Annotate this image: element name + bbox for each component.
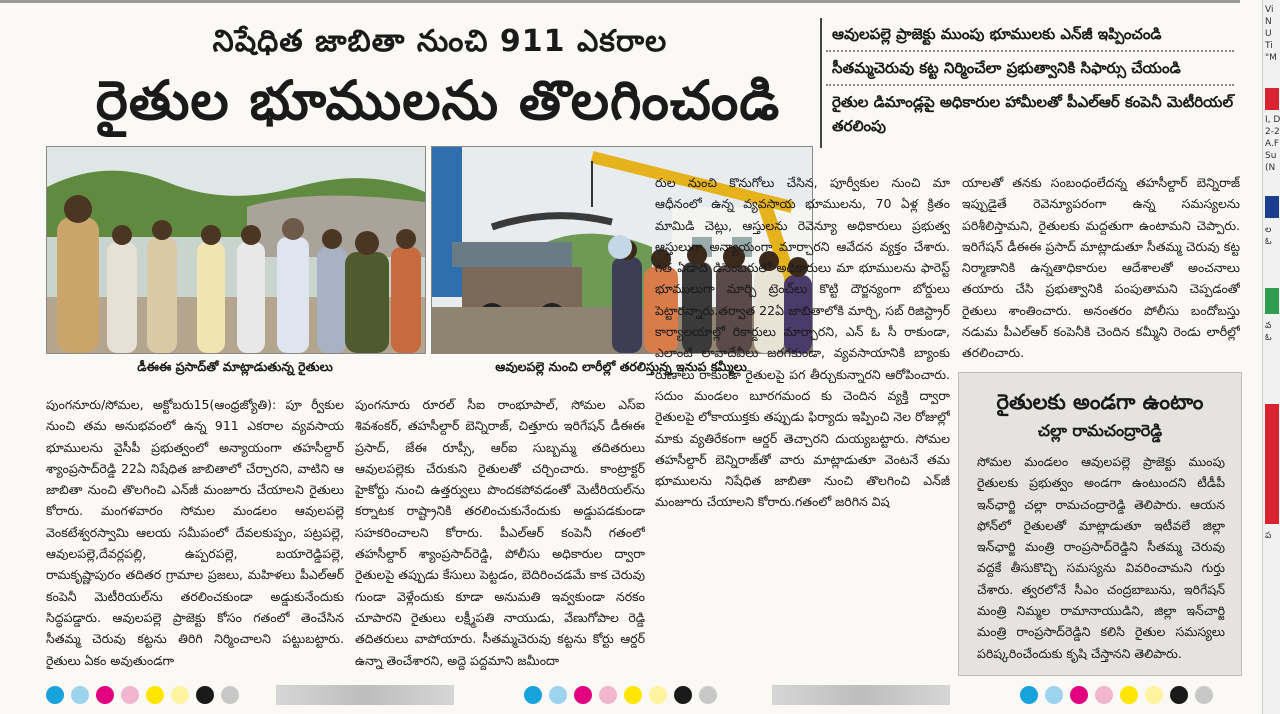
gray-bar-2 — [772, 685, 950, 705]
strip-text: ఓ — [1265, 333, 1272, 343]
strip-text: ఓ — [1265, 237, 1272, 247]
body-column-2: పుంగనూరు రూరల్ సీఐ రాంభూపాల్, సోమల ఎస్ఐ శివశంకర్, తహసీల్దార్ బెన్నిరాజ్, చిత్తూరు ఇరిగేషన్ డీఈఈ ప్రసాద్, జేఈ రూప్సీ, ఆర్ఐ సుబ్బమ్మ తదితరులు ఆవులపల్లెకు చేరుకుని రైతులతో చర్చించారు. కాంట్రాక్టర్ హైకోర్టు నుంచి ఉత్తర్వులు పొందకపోవడంతో మెటీరియల్‌ను కర్నాటక రాష్ట్రానికి తరలించుకునేందుకు అడ్డుపడకుండా సహకరించాలని కోరారు. పీఎల్ఆర్ కంపెనీ గతంలో తహసీల్దార్ శ్యాంప్రసాద్‌రెడ్డి, పోలీసు అధికారుల ద్వారా రైతులపై తప్పుడు కేసులు పెట్టడం, బెదిరించడమే కాక చెరువు గుండా వెళ్లేందుకు కూడా అనుమతి ఇవ్వకుండా నరకం చూపారని రైతులు లక్ష్మీపతి నాయుడు, వేణుగోపాల రెడ్డి తదితరులు వాపోయారు. సీతమ్మచెరువు కట్టను కోర్టు ఆర్డర్ ఉన్నా తెంచేశారని, అద్దె పద్దమాని జమీందా — [355, 397, 645, 668]
strip-text: (N — [1265, 163, 1276, 173]
strip-text: "M — [1265, 53, 1277, 63]
photo-farmers-meeting — [46, 146, 426, 354]
registration-dot — [524, 686, 542, 704]
column-divider — [820, 18, 822, 148]
subhead-2: సీతమ్మచెరువు కట్ట నిర్మించేలా ప్రభుత్వానికి సిఫార్సు చేయండి — [826, 52, 1234, 86]
registration-dot — [674, 686, 692, 704]
registration-dot — [624, 686, 642, 704]
registration-dot — [196, 686, 214, 704]
registration-dot — [599, 686, 617, 704]
registration-dot — [1145, 686, 1163, 704]
registration-dot — [171, 686, 189, 704]
strip-text: U — [1265, 29, 1272, 39]
strip-green-block — [1265, 288, 1279, 314]
registration-dot — [1070, 686, 1088, 704]
photo-farmers-image — [47, 147, 425, 353]
sidebar-box-byline: చల్లా రామచంద్రారెడ్డి — [1037, 421, 1163, 440]
registration-dot — [1170, 686, 1188, 704]
strip-text: 2-2 — [1265, 127, 1280, 137]
registration-dot — [649, 686, 667, 704]
subhead-1: ఆవులపల్లె ప్రాజెక్టు ముంపు భూములకు ఎన్‌జీ ఇప్పించండి — [826, 18, 1234, 52]
registration-dot — [1095, 686, 1113, 704]
registration-dot — [46, 686, 64, 704]
registration-dot — [549, 686, 567, 704]
body-column-4: యాలతో తనకు సంబంధంలేదన్న తహసీల్దార్ బెన్నిరాజ్ ఇప్పుడైతే రెవెన్యూపరంగా ఉన్న సమస్యలను పరిశీలిస్తామని, రైతులకు మద్దతుగా ఉంటామని చెప్పారు. ఇరిగేషన్ డీఈఈ ప్రసాద్ మాట్లాడుతూ సీతమ్మ చెరువు కట్ట నిర్మాణానికి ఉన్నతాధికారుల ఆదేశాలతో అంచనాలు తయారు చేసి ప్రభుత్వానికి పంపుతామని చెప్పడంతో రైతులు శాంతించారు. అనంతరం పోలీసు బందోబస్తు నడుమ పీఎల్ఆర్ కంపెనీకి చెందిన కమ్మీని రెండు లారీల్లో తరలించారు. — [962, 175, 1240, 361]
headline-kicker: నిషేధిత జాబితా నుంచి 911 ఎకరాల — [212, 24, 668, 59]
body-column-3: రుల నుంచి కొనుగోలు చేసిన, పూర్వీకుల నుంచి మా ఆధీనంలో ఉన్న వ్యవసాయ భూములను, 70 ఏళ్ల క్రితం మామిడి చెట్లు, ఆస్తులను రెవెన్యూ అధికారులు ప్రభుత్వ ఆస్తులుగా అన్యాయంగా మార్చారని ఆవేదన వ్యక్తం చేశారు. గత ఏడాది డిసెంబరులో అధికారులు మా భూములను ఫారెస్ట్ భూములుగా మార్చి ట్రెంచ్‌లు కొట్టి దౌర్జన్యంగా బోర్డులు పెట్టారన్నారు.తర్వాత 22ఏ జాబితాలోకి మార్చి, సబ్ రిజిస్ట్రార్ కార్యాలయాల్లో రికార్డులు మార్చారని, ఎన్ ఓ సీ రాకుండా, ఎలాంటి లావాదేవీలు జరగకుండా, వ్యవసాయానికి బ్యాంకు రుణాలు రాకుండా రైతులపై పగ తీర్చుకున్నారని ఆరోపించారు. సదుం మండలం బూరగమంద కు చెందిన వ్యక్తి ద్వారా రైతులపై లోకాయుక్తకు తప్పుడు ఫిర్యాదు ఇప్పించి నెల రోజుల్లో మాకు వ్యతిరేకంగా ఆర్డర్ తెచ్చారని దుయ్యబట్టారు. సోమల తహసీల్దార్ బెన్నిరాజ్‌తో వారు మాట్లాడుతూ వెంటనే తమ భూములను నిషేధిత జాబితా నుంచి తొలగించి ఎన్‌జీ మంజూరు చేయాలని కోరారు.గతంలో జరిగిన విష — [655, 175, 950, 510]
strip-text: Ti — [1265, 41, 1273, 51]
subhead-3: రైతుల డిమాండ్లపై అధికారుల హామీలతో పీఎల్ఆర్ కంపెనీ మెటీరియల్ తరలింపు — [832, 93, 1234, 135]
sidebar-box-title: రైతులకు అండగా ఉంటాం — [996, 390, 1204, 414]
strip-red-block — [1265, 88, 1279, 110]
strip-text: వ — [1265, 321, 1272, 331]
headline-main: రైతుల భూములను తొలగించండి — [95, 69, 781, 132]
registration-dot — [121, 686, 139, 704]
registration-dot — [1195, 686, 1213, 704]
body-column-1: పుంగనూరు/సోమల, అక్టోబరు15(ఆంధ్రజ్యోతి): పూ ర్వీకుల నుంచి తమ అనుభవంలో ఉన్న 911 ఎకరాల వ్యవసాయ భూములను వైసీపీ ప్రభుత్వంలో అన్యాయంగా తహసీల్దార్ శ్యాంప్రసాద్‌రెడ్డి 22ఏ నిషేధిత జాబితాలో చేర్చారని, వాటిని ఆ జాబితా నుంచి తొలగించి ఎన్‌జీ మంజూరు చేయాలని రైతులు కోరారు. మంగళవారం సోమల మండలం ఆవులపల్లె వెంకటేశ్వరస్వామి ఆలయ సమీపంలో దేవలకుప్పం, పట్రపల్లె, ఆవులపల్లె,దేవర్లపల్లి, ఉప్పరపల్లె, బయారెడ్డిపల్లె, రామకృష్ణాపురం తదితర గ్రామాల ప్రజలు, మహిళలు పీఎల్ఆర్ కంపెనీ మెటీరియల్‌ను తరలించకుండా అడ్డుకునేందుకు సిద్ధపడ్డారు. ఆవులపల్లె ప్రాజెక్టు కోసం గతంలో తెంచేసిన సీతమ్మ చెరువు కట్టను తిరిగి నిర్మించాలని పట్టుబట్టారు. రైతులు ఏకం అవుతుండగా — [46, 397, 344, 668]
registration-dot — [96, 686, 114, 704]
registration-dot — [1120, 686, 1138, 704]
sidebar-box — [958, 372, 1242, 676]
top-rule — [0, 0, 1240, 3]
photo-caption-1: డీఈఈ ప్రసాద్‌తో మాట్లాడుతున్న రైతులు — [137, 359, 333, 374]
strip-text: N — [1265, 17, 1272, 27]
registration-dot — [574, 686, 592, 704]
strip-red-block — [1265, 404, 1279, 524]
gray-bar-1 — [276, 685, 454, 705]
registration-marks-1 — [46, 682, 239, 708]
registration-dot — [71, 686, 89, 704]
strip-text: ప — [1265, 531, 1272, 541]
photo-caption-2: ఆవులపల్లె నుంచి లారీల్లో తరలిస్తున్న ఇనుప కమ్మీలు — [495, 359, 747, 374]
adjacent-article-strip — [1262, 0, 1280, 714]
strip-text: Su — [1265, 151, 1277, 161]
registration-dot — [1045, 686, 1063, 704]
subheads — [826, 18, 1234, 142]
registration-dot — [699, 686, 717, 704]
strip-text: I, D — [1265, 115, 1280, 125]
registration-dot — [146, 686, 164, 704]
strip-text: Vi — [1265, 5, 1274, 15]
sidebar-box-body: సోమల మండలం ఆవులపల్లె ప్రాజెక్టు ముంపు రైతులకు ప్రభుత్వం అండగా ఉంటుందని టీడీపీ ఇన్‌ఛార్జి చల్లా రామచంద్రారెడ్డి తెలిపారు. ఆయన ఫోన్‌లో రైతులతో మాట్లాడుతూ ఇటీవలే జిల్లా ఇన్‌ఛార్జి మంత్రి రాంప్రసాద్‌రెడ్డిని సీతమ్మ చెరువు వద్దకే తీసుకొచ్చి సమస్యను వివరించామని గుర్తు చేశారు. త్వరలోనే సీఎం చంద్రబాబును, ఇరిగేషన్ మంత్రి నిమ్మల రామానాయుడిని, జిల్లా ఇన్‌చార్జి మంత్రి రాంప్రసాద్‌రెడ్డిని కలిసి రైతుల సమస్యలు పరిష్కరించేందుకు కృషి చేస్తానని తెలిపారు. — [977, 454, 1225, 661]
registration-marks-2 — [524, 682, 717, 708]
registration-dot — [1020, 686, 1038, 704]
registration-marks-3 — [1020, 682, 1213, 708]
strip-text: ల — [1265, 225, 1272, 235]
strip-text: A.F — [1265, 139, 1280, 149]
registration-dot — [221, 686, 239, 704]
strip-blue-block — [1265, 196, 1279, 218]
